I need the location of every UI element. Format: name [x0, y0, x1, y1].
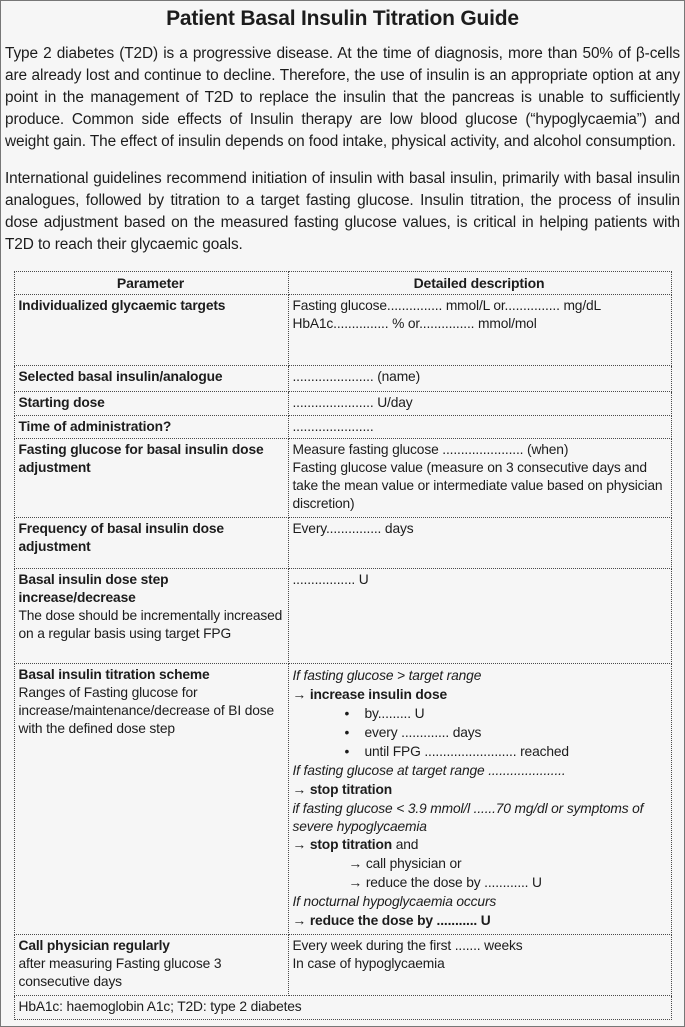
scheme-condition: If nocturnal hypoglycaemia occurs: [292, 894, 497, 910]
desc-cell-titration-scheme: [288, 664, 671, 935]
scheme-action: → reduce the dose by ........... U: [292, 913, 491, 929]
bullet-icon: •: [344, 743, 350, 759]
column-header-parameter: Parameter: [14, 272, 288, 295]
bullet-icon: •: [344, 706, 350, 722]
table-row: [14, 569, 671, 664]
table-row: [14, 935, 671, 996]
param-cell-fasting-glucose-adjustment: Fasting glucose for basal insulin dose adjustment: [14, 439, 288, 518]
scheme-sub-action: → call physician or: [348, 856, 462, 872]
desc-line: ................. U: [292, 572, 369, 588]
desc-line: ...................... (name): [292, 369, 421, 385]
scheme-bullet-item: • until FPG ......................... reached: [344, 743, 569, 759]
scheme-condition: if fasting glucose < 3.9 mmol/l ......70 mg/dl or symptoms of severe hypoglycaemia: [292, 800, 644, 834]
scheme-condition: If fasting glucose > target range: [292, 668, 482, 684]
table-row: [14, 392, 671, 416]
scheme-bullet-item: • by......... U: [344, 706, 425, 722]
desc-cell-glycaemic-targets: [288, 295, 671, 366]
table-footer-row: [14, 996, 671, 1020]
scheme-bullet-item: • every ............. days: [344, 724, 482, 740]
page-title: Patient Basal Insulin Titration Guide: [166, 7, 519, 30]
desc-line: Measure fasting glucose ...................... (when): [292, 442, 569, 458]
intro-paragraph-1: Type 2 diabetes (T2D) is a progressive disease. At the time of diagnosis, more than 50% of β-cells are already lost and continue to decline. Therefore, the use of insulin is an appropriate option at any point in the management of T2D to replace the insulin that the pancreas is unable to sufficiently produce. Common side effects of Insulin therapy are low blood glucose (“hypoglycaemia”) and weight gain. The effect of insulin depends on food intake, physical activity, and alcohol consumption.: [5, 45, 680, 150]
abbreviations-footnote: HbA1c: haemoglobin A1c; T2D: type 2 diabetes: [14, 996, 671, 1020]
scheme-condition: If fasting glucose at target range .....................: [292, 762, 566, 778]
desc-line: In case of hypoglycaemia: [292, 956, 445, 972]
desc-line: Fasting glucose............... mmol/L or............... mg/dL: [292, 298, 602, 314]
desc-cell-frequency-adjustment: [288, 518, 671, 569]
desc-line: ...................... U/day: [292, 395, 413, 411]
desc-line: ......................: [292, 419, 374, 435]
table-header-row: [14, 272, 671, 295]
column-header-description: Detailed description: [288, 272, 671, 295]
param-cell-time-of-administration: Time of administration?: [14, 416, 288, 439]
scheme-action: → increase insulin dose: [292, 687, 448, 703]
table-row: [14, 664, 671, 935]
desc-line: HbA1c............... % or............... mmol/mol: [292, 316, 537, 332]
param-cell-selected-insulin: Selected basal insulin/analogue: [14, 366, 288, 392]
intro-paragraph-2: International guidelines recommend initiation of insulin with basal insulin, primarily with basal insulin analogues, followed by titration to a target fasting glucose. Insulin titration, the process of insulin dose adjustment based on the measured fasting glucose values, is critical in helping patients with T2D to reach their glycaemic goals.: [5, 170, 680, 253]
table-row: [14, 518, 671, 569]
desc-line: Every............... days: [292, 521, 414, 537]
param-cell-frequency-adjustment: Frequency of basal insulin dose adjustment: [14, 518, 288, 569]
table-row: [14, 295, 671, 366]
param-cell-call-physician: Call physician regularly after measuring Fasting glucose 3 consecutive days: [14, 935, 288, 996]
table-row: [14, 366, 671, 392]
table-row: [14, 439, 671, 518]
titration-table: [14, 271, 672, 1020]
param-cell-glycaemic-targets: Individualized glycaemic targets: [14, 295, 288, 366]
desc-cell-dose-step: [288, 569, 671, 664]
desc-cell-selected-insulin: [288, 366, 671, 392]
table-row: [14, 416, 671, 439]
scheme-action: → stop titration: [292, 781, 393, 797]
desc-cell-time-of-administration: [288, 416, 671, 439]
bullet-icon: •: [344, 724, 350, 740]
param-cell-starting-dose: Starting dose: [14, 392, 288, 416]
desc-line: Every week during the first ....... weeks: [292, 938, 523, 954]
desc-cell-call-physician: [288, 935, 671, 996]
desc-line: Fasting glucose value (measure on 3 consecutive days and take the mean value or intermediate value based on physician discretion): [292, 460, 663, 511]
desc-cell-fasting-glucose-adjustment: [288, 439, 671, 518]
scheme-sub-action: → reduce the dose by ............ U: [348, 875, 542, 891]
desc-cell-starting-dose: [288, 392, 671, 416]
param-cell-titration-scheme: Basal insulin titration scheme Ranges of Fasting glucose for increase/maintenance/decrease of BI dose with the defined dose step: [14, 664, 288, 935]
param-cell-dose-step: Basal insulin dose step increase/decrease The dose should be incrementally increased on a regular basis using target FPG: [14, 569, 288, 664]
scheme-action: → stop titration and: [292, 837, 419, 853]
